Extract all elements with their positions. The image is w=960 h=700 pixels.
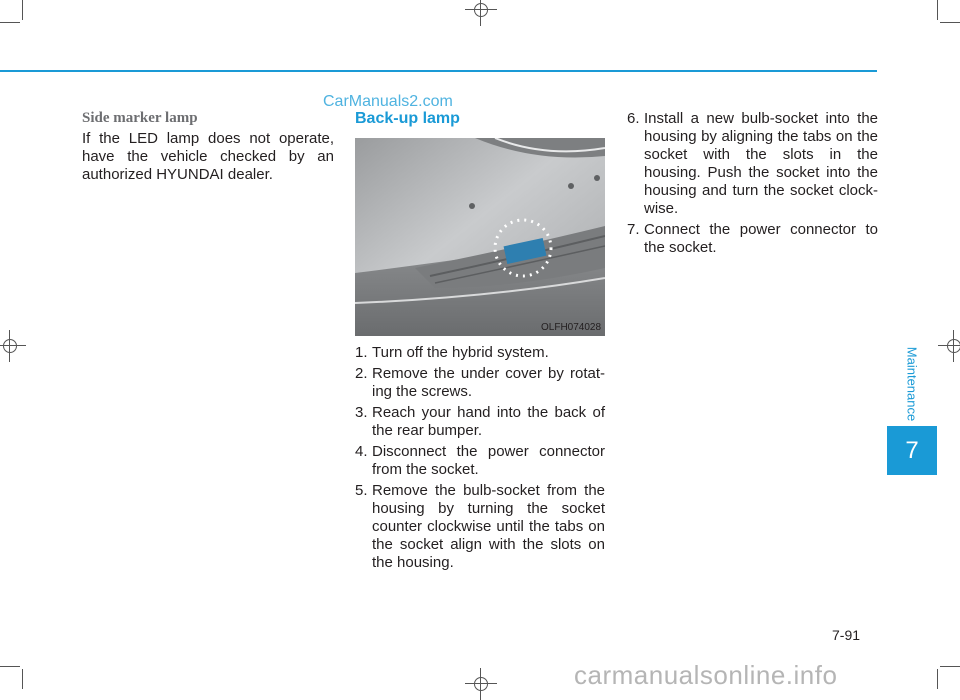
registration-mark (944, 336, 960, 356)
side-marker-heading: Side marker lamp (82, 110, 198, 126)
step-list-middle (355, 344, 605, 575)
bumper-photo (355, 138, 605, 336)
registration-mark (471, 0, 491, 20)
header-rule (0, 70, 877, 72)
figure-code: OLFH074028 (541, 322, 602, 333)
crop-mark (22, 0, 23, 20)
registration-mark (471, 674, 491, 694)
section-title: Back-up lamp (355, 110, 460, 127)
list-item: 4. Disconnect the power connector from the socket. (355, 443, 605, 478)
registration-mark (0, 336, 20, 356)
step-list-right (627, 110, 878, 260)
crop-mark (940, 22, 960, 23)
footer-watermark: carmanualsonline.info (574, 660, 838, 690)
crop-mark (940, 666, 960, 667)
bumper-illustration (355, 138, 605, 336)
crop-mark (22, 669, 23, 689)
list-item: 5. Remove the bulb-socket from the housing by turning the socket counter clockwise until the tabs on the socket align with the slots on the housing. (355, 482, 605, 571)
list-item: 1. Turn off the hybrid system. (355, 344, 549, 361)
chapter-number-tab: 7 (887, 426, 937, 475)
side-marker-paragraph: If the LED lamp does not operate, have the vehicle checked by an authorized HYUNDAI dealer. (82, 130, 334, 183)
watermark-text: CarManuals2.com (323, 93, 453, 110)
list-item: 3. Reach your hand into the back of the rear bumper. (355, 404, 605, 439)
list-item: 7. Connect the power connector to the socket. (627, 221, 878, 256)
list-item: 6. Install a new bulb-socket into the housing by aligning the tabs on the socket with the slots in the housing. Push the socket into the housing and turn the socket clock-wise. (627, 110, 878, 217)
crop-mark (0, 22, 20, 23)
crop-mark (0, 666, 20, 667)
page-number: 7-91 (832, 627, 861, 643)
crop-mark (937, 669, 938, 689)
list-item: 2. Remove the under cover by rotat-ing the screws. (355, 365, 605, 400)
chapter-label: Maintenance (904, 346, 920, 422)
crop-mark (937, 0, 938, 20)
